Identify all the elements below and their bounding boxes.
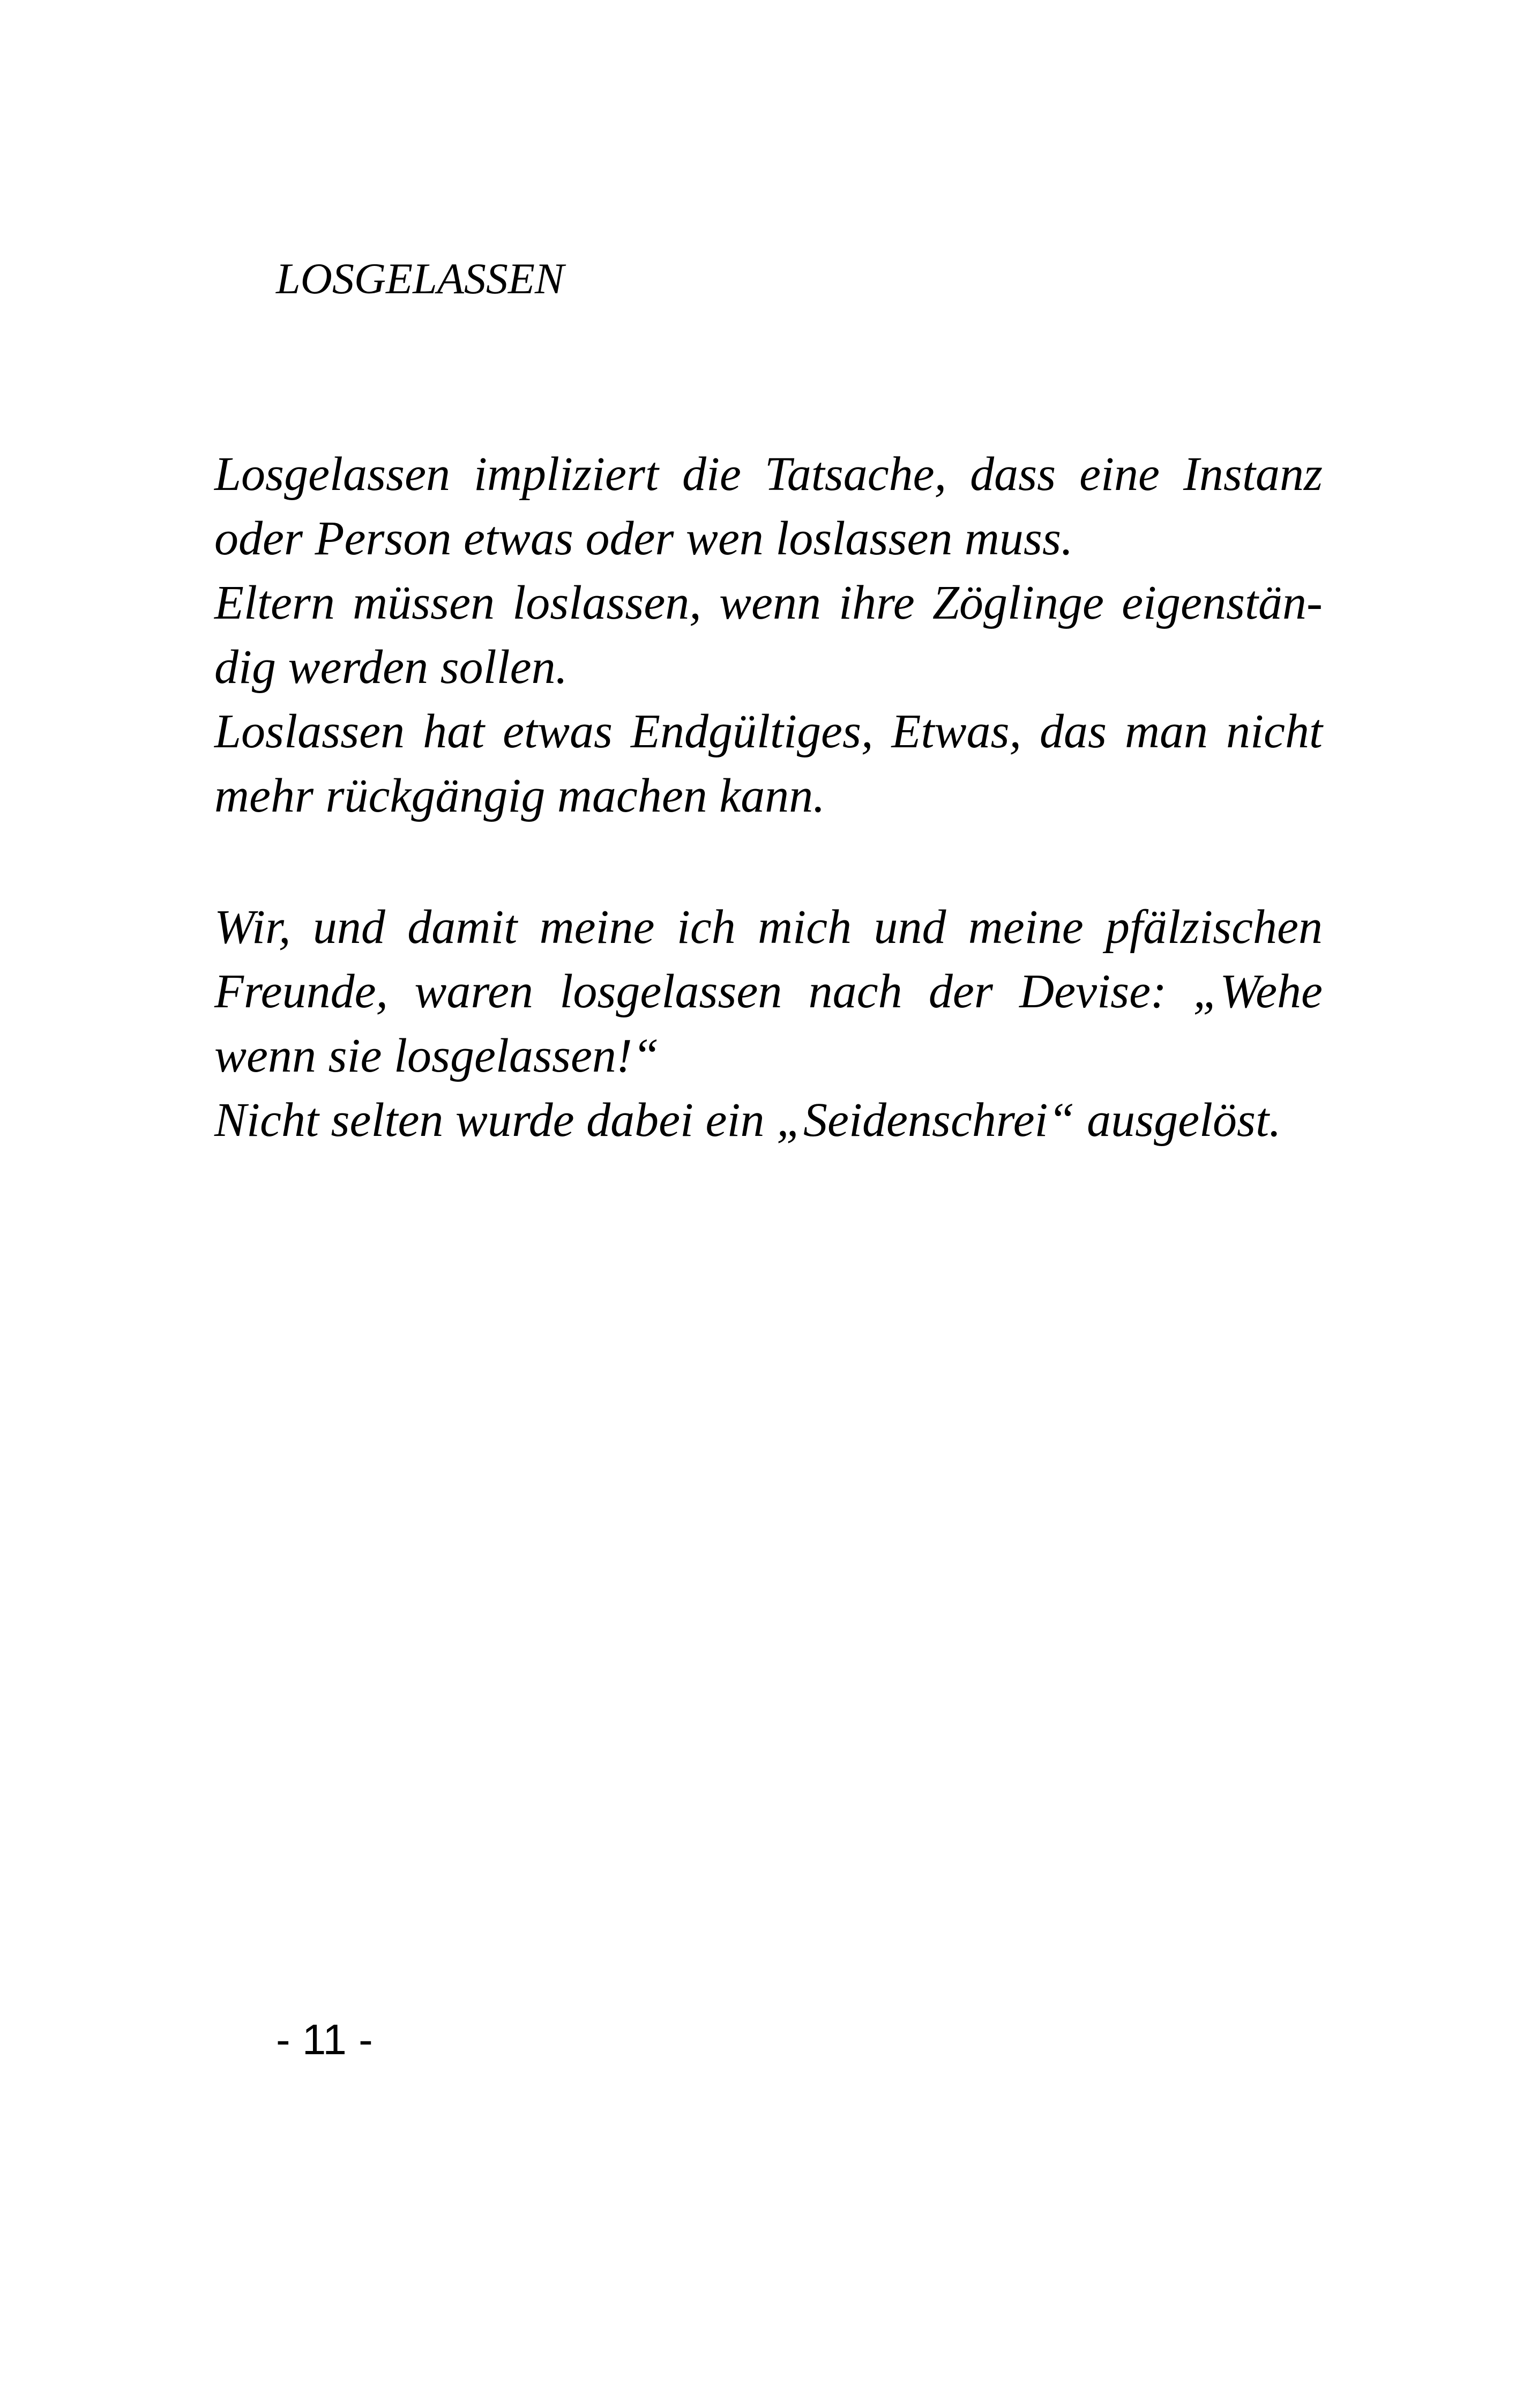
page-number: - 11 -: [276, 2016, 373, 2063]
paragraph-1-line-3: Eltern müssen loslassen, wenn ihre Zöglinge eigenstän-: [214, 576, 1323, 629]
paragraph-1-line-1: Losgelassen impliziert die Tatsache, dass eine Instanz: [214, 448, 1323, 501]
paragraph-1-line-2: oder Person etwas oder wen loslassen muss.: [214, 512, 1073, 565]
paragraph-2-line-3: wenn sie losgelassen!“: [214, 1029, 659, 1082]
paragraph-1-line-6: mehr rückgängig machen kann.: [214, 769, 825, 822]
paragraph-2-line-1: Wir, und damit meine ich mich und meine pfälzischen: [214, 901, 1323, 954]
chapter-title: LOSGELASSEN: [276, 254, 564, 303]
paragraph-1-line-4: dig werden sollen.: [214, 641, 568, 694]
paragraph-1-line-5: Loslassen hat etwas Endgültiges, Etwas, das man nicht: [214, 705, 1323, 758]
paragraph-2-line-4: Nicht selten wurde dabei ein „Seidenschrei“ ausgelöst.: [214, 1094, 1281, 1147]
paragraph-2-line-2: Freunde, waren losgelassen nach der Devise: „Wehe: [214, 965, 1323, 1018]
